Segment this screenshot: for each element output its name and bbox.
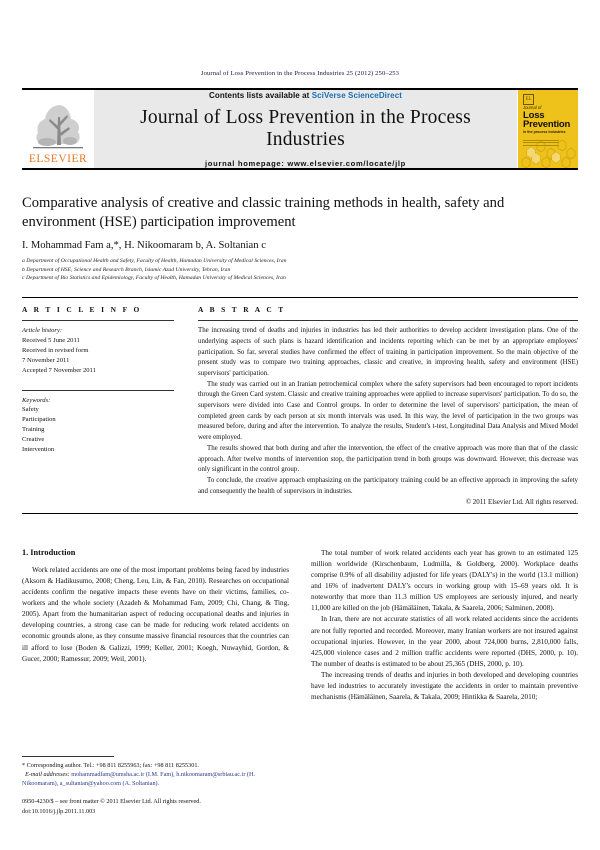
keyword-item: Safety bbox=[22, 406, 39, 414]
footnote-rule bbox=[22, 756, 114, 757]
abstract-paragraph: The results showed that both during and after the intervention, the effect of the creative approach was more than that of the classic approach. After twelve months of intervention stop, the participation trend in both groups was downward. However, this decrease was only significant in the control group. bbox=[198, 444, 578, 474]
history-revised: Received in revised form bbox=[22, 346, 89, 354]
journal-title: Journal of Loss Prevention in the Process Industries bbox=[140, 106, 471, 150]
body-paragraph: The increasing trends of deaths and injuries in both developed and developing countries have led industries to accurately investigate the accidents in order to maintain preventive mechanisms (Hämäläinen, Saarela, & Takala, 2009; Hintikka & Saarela, 2010; bbox=[311, 670, 578, 701]
abstract-rule bbox=[198, 320, 578, 321]
intro-text-right bbox=[311, 548, 578, 702]
keywords-rule bbox=[22, 390, 174, 391]
history-received: Received 5 June 2011 bbox=[22, 337, 80, 345]
journal-homepage-line[interactable]: journal homepage: www.elsevier.com/locate/jlp bbox=[205, 158, 406, 168]
email-label: E-mail addresses: bbox=[25, 771, 70, 779]
body-column-right bbox=[311, 548, 578, 702]
abstract-paragraph: The study was carried out in an Iranian petrochemical complex where the safety supervisors had been encouraged to report incidents through the Green Card system. Classic and creative training approaches were applied to increase supervisors' participation. To do so, the supervisors were divided into Case and Control groups. In order to determine the level of supervisors' participation, the mean of completed green cards by each person at six month intervals was used. In this way, the level of participation in the two groups was measured before, during and after the intervention. To analyze the results, Student's t-test, Longitudinal Data Analysis and Mixed Model were employed. bbox=[198, 380, 578, 442]
abstract-copyright: © 2011 Elsevier Ltd. All rights reserved. bbox=[465, 499, 578, 507]
abstract-body bbox=[198, 326, 578, 497]
keyword-item: Intervention bbox=[22, 446, 55, 454]
cover-decorative-lines bbox=[523, 140, 574, 146]
body-columns bbox=[22, 548, 578, 702]
affiliation-list bbox=[22, 257, 578, 282]
info-abstract-band bbox=[22, 297, 578, 506]
affiliation-b: b Department of HSE, Science and Research Branch, Islamic Azad University, Tehran, Iran bbox=[22, 266, 231, 273]
corresponding-author-note: * Corresponding author. Tel.: +98 811 8255963; fax: +98 811 8255301. bbox=[22, 761, 199, 769]
abstract-heading: A B S T R A C T bbox=[198, 305, 286, 315]
body-column-left bbox=[22, 548, 289, 702]
history-revised-date: 7 November 2011 bbox=[22, 356, 70, 364]
abstract-paragraph: The increasing trend of deaths and injuries in industries has led their authorities to develop accident investigation plans. One of the underlying aspects of such plans is hazard identification and incidents reporting which can be met by an appropriate employees' participation. So far, several studies have confirmed the effect of training in participation improvement. So the main objective of the present study was to compare two training approaches, classic and creative, in improving health, safety and environment (HSE) supervisors' participation. bbox=[198, 327, 578, 377]
elsevier-tree-icon bbox=[29, 101, 87, 153]
elsevier-wordmark: ELSEVIER bbox=[28, 152, 88, 165]
journal-masthead bbox=[22, 88, 578, 170]
cover-elsevier-mark: EL bbox=[523, 94, 534, 105]
article-history-label: Article history: bbox=[22, 327, 63, 335]
cover-text-block bbox=[518, 90, 578, 168]
affiliation-a: a Department of Occupational Health and Safety, Faculty of Health, Hamadan University of Medical Sciences, Iran bbox=[22, 258, 287, 265]
keyword-item: Participation bbox=[22, 416, 56, 424]
cover-subtitle: in the process industries bbox=[523, 129, 566, 134]
body-paragraph: Work related accidents are one of the most important problems being faced by industries (Aksorn & Hadikusumo, 2008; Cheng, Leu, Lin, & Fan, 2010). Researches on occupational accidents confirm the negative impacts these events have on their victims, families, co-workers and the whole society (Azadeh & Mohammad Fam, 2009; Chi, Chang, & Ting, 2005). Apart from the humanitarian aspect of reducing occupational deaths and injuries in developing countries, a strong case can be made for reducing work related accidents on economic grounds alone, as they consume massive financial resources that the countries can ill afford to lose (Boden & Galizzi, 1999; Keller, 2001; Koegh, Nuwayhid, Gordon, & Gucer, 2000; Ramessur, 2009; Weil, 2001). bbox=[22, 566, 289, 663]
page-title: Comparative analysis of creative and classic training methods in health, safety and environment (HSE) participation improvement bbox=[22, 195, 505, 230]
article-info-heading: A R T I C L E I N F O bbox=[22, 305, 142, 315]
contents-available-line bbox=[209, 91, 402, 100]
keyword-item: Creative bbox=[22, 436, 45, 444]
cover-line-loss: Loss bbox=[523, 109, 545, 121]
contents-prefix: Contents lists available at bbox=[209, 90, 312, 100]
sciencedirect-link[interactable]: SciVerse ScienceDirect bbox=[311, 90, 402, 100]
keywords-block bbox=[22, 390, 174, 455]
running-head: Journal of Loss Prevention in the Process Industries 25 (2012) 250–253 bbox=[200, 70, 400, 77]
elsevier-logo bbox=[22, 90, 94, 168]
keyword-item: Training bbox=[22, 426, 45, 434]
article-info-rule bbox=[22, 320, 174, 321]
cover-line-journal-of: Journal of bbox=[523, 105, 542, 110]
cover-line-prevention: Prevention bbox=[523, 119, 571, 131]
abstract-paragraph: To conclude, the creative approach emphasizing on the participatory training could be an effective approach in improving the safety and consequently the health of supervisors in industries. bbox=[198, 476, 578, 495]
affiliation-c: c Department of Bio Statistics and Epidemiology, Faculty of Health, Hamadan University of Medical Sciences, Iran bbox=[22, 274, 286, 281]
article-info-column bbox=[22, 305, 174, 506]
footnote-area bbox=[22, 756, 290, 816]
issn-block bbox=[22, 797, 290, 816]
body-paragraph: In Iran, there are not accurate statistics of all work related accidents since the accidents are not fully reported and recorded. Moreover, many Iranian workers are not insured against occupational injuries. However, in the year 2000, about 724,000 burns, 2,810,000 falls, 425,000 violence cases and 2 million traffic accidents were reported (DHS, 2000, p. 10). The number of deaths is estimated to be about 25,365 (DHS, 2000, p. 10). bbox=[311, 615, 578, 668]
abstract-column bbox=[198, 305, 578, 506]
keywords-label: Keywords: bbox=[22, 396, 51, 404]
email-addresses[interactable]: mohammadfam@umsha.ac.ir (I.M. Fam), h.nikoomaram@srbiau.ac.ir (H. Nikoomaram), a_sultanian@yahoo.com (A. Soltanian). bbox=[22, 771, 256, 788]
title-block bbox=[22, 194, 578, 282]
masthead-center bbox=[94, 90, 517, 168]
issn-line: 0950-4230/$ – see front matter © 2011 Elsevier Ltd. All rights reserved. bbox=[22, 798, 201, 806]
journal-cover-thumbnail bbox=[517, 90, 578, 168]
intro-text-left bbox=[22, 565, 289, 664]
abstract-bottom-rule bbox=[22, 513, 578, 514]
history-accepted: Accepted 7 November 2011 bbox=[22, 366, 96, 374]
author-list: I. Mohammad Fam a,*, H. Nikoomaram b, A. Soltanian c bbox=[22, 240, 266, 252]
doi-line[interactable]: doi:10.1016/j.jlp.2011.11.003 bbox=[22, 807, 96, 815]
email-note bbox=[22, 770, 290, 788]
section-heading-introduction: 1. Introduction bbox=[22, 548, 76, 558]
body-paragraph: The total number of work related accidents each year has grown to an estimated 125 million worldwide (Kirschenbaum, Ludmilla, & Goldberg, 2000). Workplace deaths comprise 0.9% of all disability adjusted for life years (DALY's) in the world (13.1 million) and 16% of inadvertent DALY's occurs in working group with 15–69 years old. It is noteworthy that more than 11.3 million US employees are seriously injured, and nearly 11,000 are killed on the job (Hämäläinen, Takala, & Saarela, 2006; Salminen, 2008). bbox=[311, 549, 578, 613]
